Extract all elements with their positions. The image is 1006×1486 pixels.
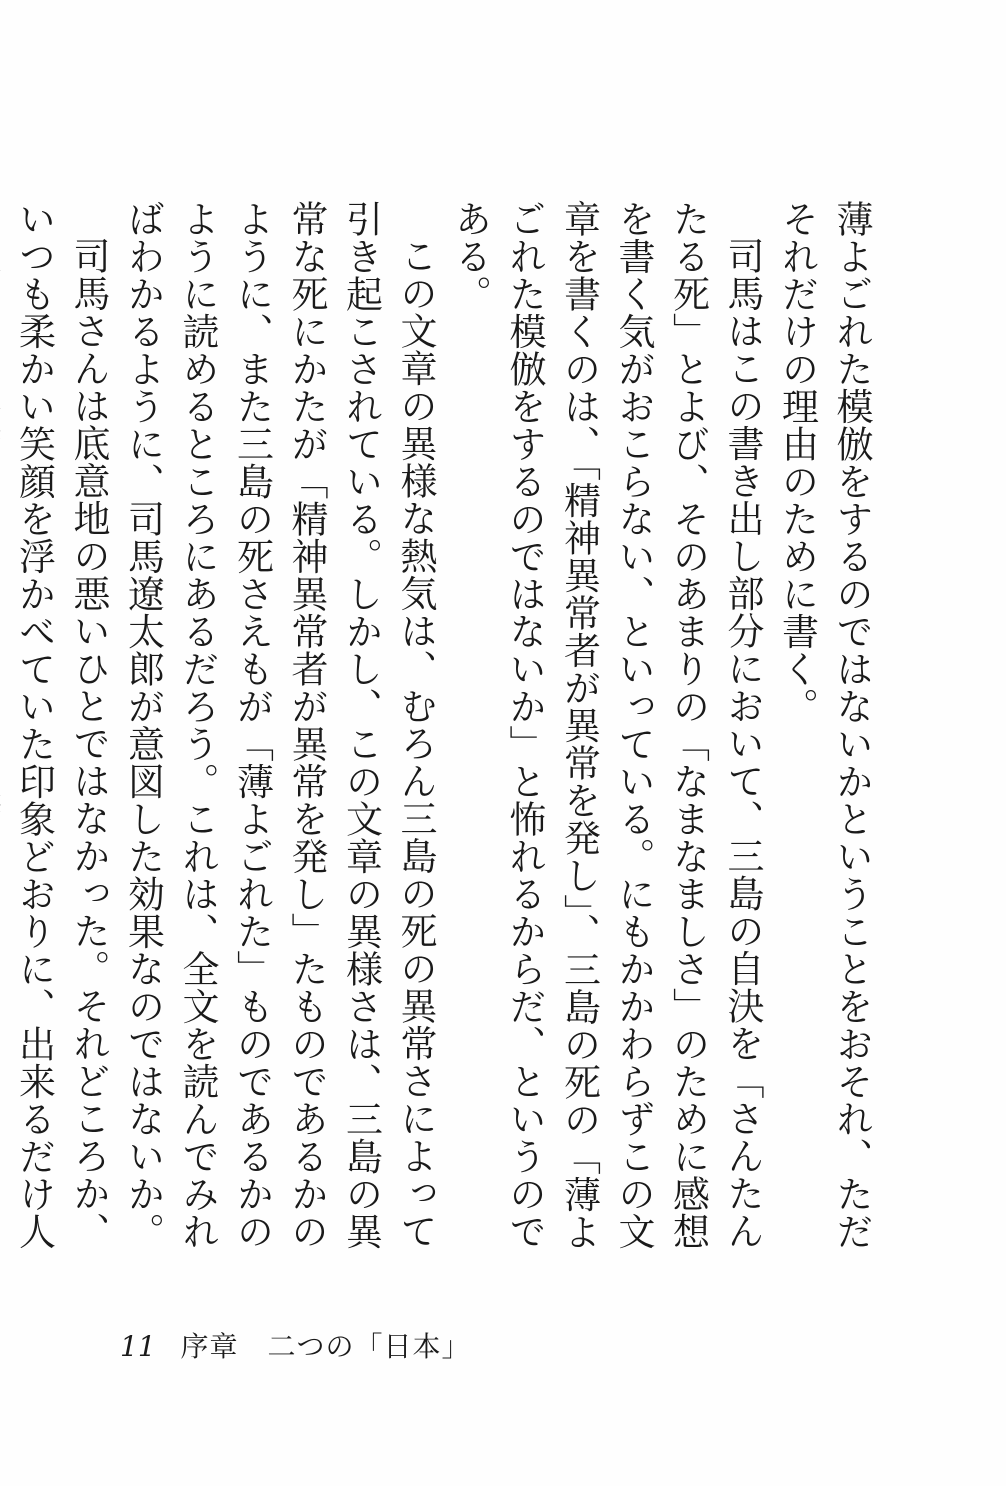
page-footer: [120, 1325, 471, 1365]
vertical-body-text: [12, 200, 878, 1285]
chapter-title: 序章 二つの「日本」: [180, 1330, 471, 1363]
paragraph-continued: 薄よごれた模倣をするのではないかということをおそれ、ただそれだけの理由のために書く。: [775, 200, 873, 1250]
page-number: 11: [120, 1330, 156, 1363]
paragraph-strange-fervor: この文章の異様な熱気は、むろん三島の死の異常さによって引き起こされている。しかし、この文章の異様さは、三島の異常な死にかたが「精神異常者が異常を発し」たものであるかのように、また三島の死さえもが「薄よごれた」ものであるかのように読めるところにあるだろう。これは、全文を読んでみればわかるように、司馬遼太郎が意図した効果なのではないか。: [121, 200, 437, 1250]
paragraph-shiba-opening: 司馬はこの書き出し部分において、三島の自決を「さんたんたる死」とよび、そのあまりの「なまなましさ」のために感想を書く気がおこらない、といっている。にもかかわらずこの文章を書くのは、「精神異常者が異常を発し」、三島の死の「薄よごれた模倣をするのではないか」と怖れるからだ、というのである。: [448, 200, 764, 1251]
paragraph-shiba-character: 司馬さんは底意地の悪いひとではなかった。それどころか、いつも柔かい笑顔を浮かべていた印象どおりに、出来るだけ人: [12, 200, 110, 1250]
